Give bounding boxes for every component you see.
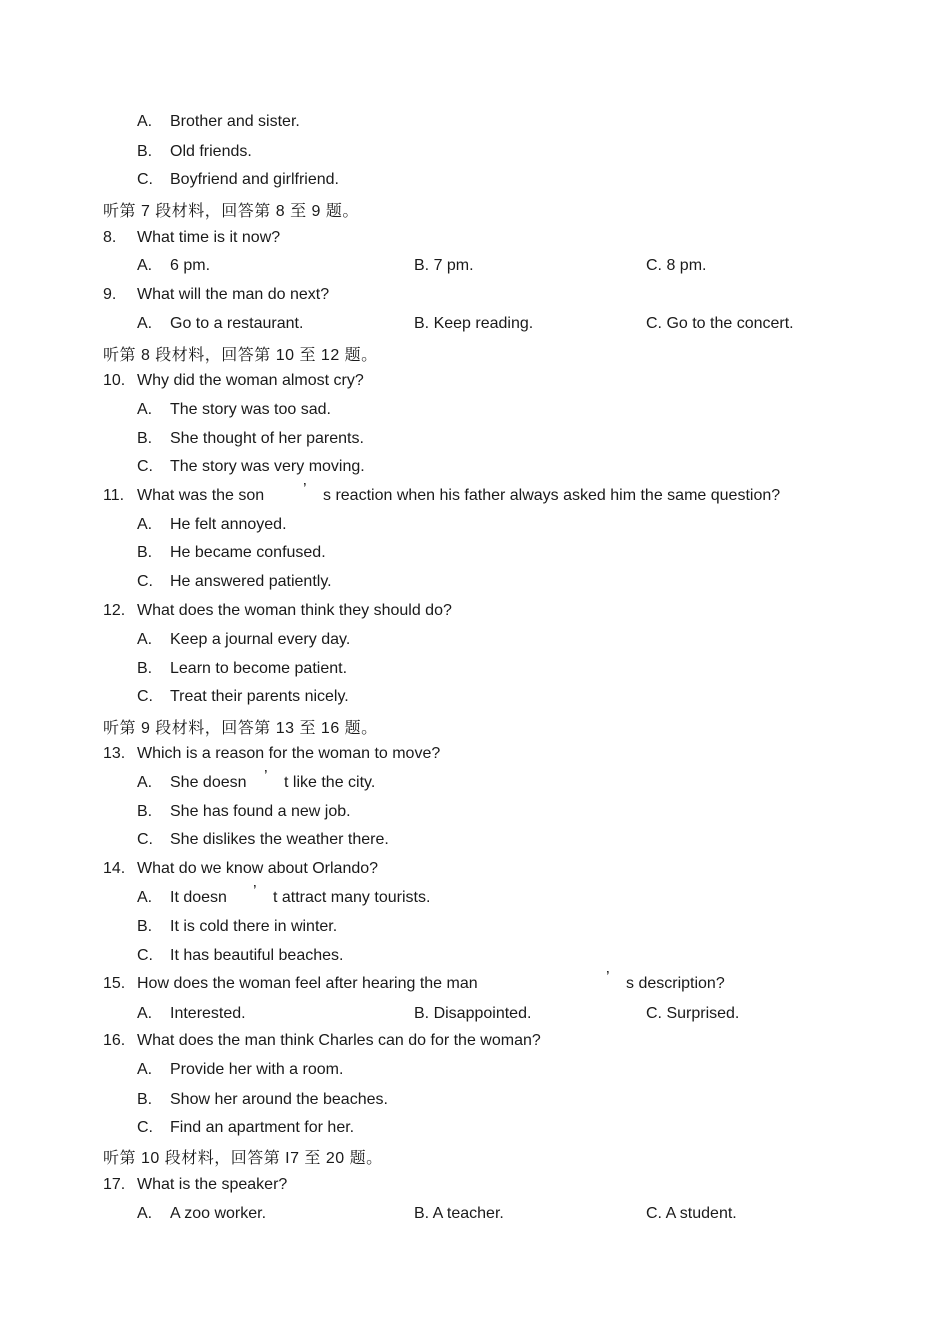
option-letter: A.: [137, 257, 153, 274]
option-text: 6 pm.: [170, 257, 211, 274]
option-letter: C.: [137, 171, 153, 188]
option-text: Go to a restaurant.: [170, 315, 304, 332]
option-b: B. Disappointed.: [414, 1005, 532, 1022]
question-text: Which is a reason for the woman to move?: [137, 745, 441, 762]
option-letter: C.: [137, 573, 153, 590]
apostrophe: ’: [264, 768, 268, 785]
option-letter: A.: [137, 401, 153, 418]
option-c: C. A student.: [646, 1205, 737, 1222]
question-number: 9.: [103, 286, 117, 303]
question-number: 15.: [103, 975, 126, 992]
option-letter: A.: [137, 774, 153, 791]
question-text: What does the woman think they should do?: [137, 602, 452, 619]
option-text: She has found a new job.: [170, 803, 351, 820]
option-text: Keep a journal every day.: [170, 631, 351, 648]
option-b: B. A teacher.: [414, 1205, 504, 1222]
question-number: 8.: [103, 229, 117, 246]
option-c: C. 8 pm.: [646, 257, 707, 274]
option-letter: A.: [137, 113, 153, 130]
option-letter: B.: [137, 918, 153, 935]
question-text-end: s description?: [626, 975, 725, 992]
option-letter: A.: [137, 1061, 153, 1078]
question-number: 10.: [103, 372, 126, 389]
option-letter: A.: [137, 631, 153, 648]
option-c: C. Surprised.: [646, 1005, 740, 1022]
option-letter: A.: [137, 1005, 153, 1022]
option-text: He answered patiently.: [170, 573, 332, 590]
apostrophe: ’: [606, 969, 610, 986]
option-letter: A.: [137, 516, 153, 533]
option-text: Provide her with a room.: [170, 1061, 344, 1078]
option-text: She thought of her parents.: [170, 430, 364, 447]
section-heading-9: 听第 9 段材料，回答第 13 至 16 题。: [103, 720, 378, 737]
option-text-start: It doesn: [170, 889, 227, 906]
option-text: Learn to become patient.: [170, 660, 348, 677]
question-text-start: What was the son: [137, 487, 265, 504]
option-text: A zoo worker.: [170, 1205, 267, 1222]
option-text: Brother and sister.: [170, 113, 300, 130]
option-text: Find an apartment for her.: [170, 1119, 355, 1136]
apostrophe: ’: [253, 883, 257, 900]
question-number: 16.: [103, 1032, 126, 1049]
question-number: 17.: [103, 1176, 126, 1193]
question-text: What is the speaker?: [137, 1176, 288, 1193]
option-text: He became confused.: [170, 544, 326, 561]
option-text: The story was very moving.: [170, 458, 365, 475]
question-text: What time is it now?: [137, 229, 281, 246]
section-heading-8: 听第 8 段材料，回答第 10 至 12 题。: [103, 347, 378, 364]
section-heading-10: 听第 10 段材料，回答第 I7 至 20 题。: [103, 1150, 383, 1167]
option-letter: C.: [137, 458, 153, 475]
question-text: Why did the woman almost cry?: [137, 372, 364, 389]
option-b: B. Keep reading.: [414, 315, 534, 332]
option-text: He felt annoyed.: [170, 516, 287, 533]
option-text: Boyfriend and girlfriend.: [170, 171, 339, 188]
question-text-start: How does the woman feel after hearing the man: [137, 975, 478, 992]
option-letter: A.: [137, 1205, 153, 1222]
option-text: She dislikes the weather there.: [170, 831, 389, 848]
option-letter: B.: [137, 430, 153, 447]
option-text: Interested.: [170, 1005, 246, 1022]
question-number: 13.: [103, 745, 126, 762]
option-text-end: t like the city.: [284, 774, 376, 791]
section-heading-7: 听第 7 段材料，回答第 8 至 9 题。: [103, 203, 359, 220]
option-letter: B.: [137, 1091, 153, 1108]
option-text: The story was too sad.: [170, 401, 331, 418]
option-letter: B.: [137, 143, 153, 160]
option-text-end: t attract many tourists.: [273, 889, 431, 906]
option-letter: C.: [137, 1119, 153, 1136]
option-letter: C.: [137, 947, 153, 964]
question-number: 14.: [103, 860, 126, 877]
option-letter: A.: [137, 315, 153, 332]
question-text: What will the man do next?: [137, 286, 330, 303]
option-b: B. 7 pm.: [414, 257, 474, 274]
apostrophe: ’: [303, 481, 307, 498]
option-text: It has beautiful beaches.: [170, 947, 344, 964]
question-number: 11.: [103, 487, 125, 504]
option-text: It is cold there in winter.: [170, 918, 338, 935]
question-number: 12.: [103, 602, 126, 619]
option-text: Treat their parents nicely.: [170, 688, 349, 705]
option-letter: B.: [137, 544, 153, 561]
option-letter: A.: [137, 889, 153, 906]
question-text: What do we know about Orlando?: [137, 860, 379, 877]
option-text-start: She doesn: [170, 774, 247, 791]
option-text: Show her around the beaches.: [170, 1091, 388, 1108]
question-text: What does the man think Charles can do for the woman?: [137, 1032, 541, 1049]
option-c: C. Go to the concert.: [646, 315, 794, 332]
option-letter: C.: [137, 831, 153, 848]
question-text-end: s reaction when his father always asked him the same question?: [323, 487, 781, 504]
option-letter: B.: [137, 660, 153, 677]
option-text: Old friends.: [170, 143, 252, 160]
option-letter: C.: [137, 688, 153, 705]
option-letter: B.: [137, 803, 153, 820]
